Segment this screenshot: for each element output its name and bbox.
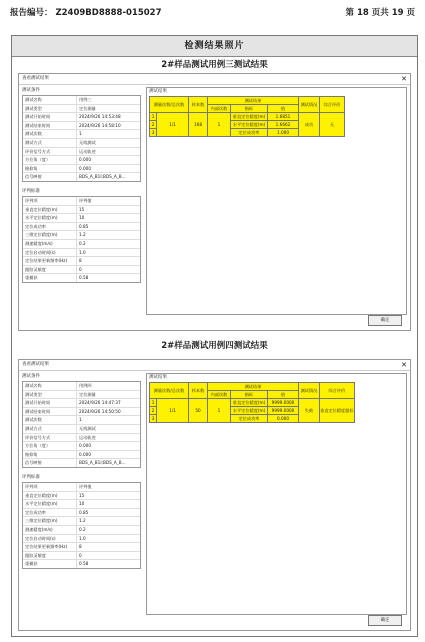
table-header: 综合评价	[320, 383, 355, 399]
condition-row	[23, 391, 140, 400]
criteria-row	[23, 552, 140, 561]
criteria-value: 8	[79, 258, 82, 264]
result-window-1	[18, 73, 411, 331]
condition-key: 测试方式	[23, 139, 77, 147]
photo-frame	[11, 35, 418, 637]
criteria-value: 15	[79, 206, 85, 212]
condition-key: 信号映射	[23, 173, 77, 181]
condition-value: 定位测量	[79, 105, 96, 111]
criteria-item: 重捕获	[23, 560, 77, 568]
window-title: 查看测试结果	[22, 362, 49, 367]
condition-key: 测试次数	[23, 130, 77, 138]
row-index: 1	[150, 113, 157, 121]
criteria-list	[22, 482, 141, 569]
test-status: 成功	[299, 113, 320, 137]
table-header: 测试结果	[208, 97, 299, 105]
criteria-item: 三维定位精度(m)	[23, 231, 77, 239]
close-icon[interactable]: ✕	[401, 361, 407, 369]
section-title-2: 2#样品测试用例四测试结果	[161, 341, 268, 351]
condition-row	[23, 434, 140, 443]
condition-value: BDS_A_B1I;BDS_A_B...	[79, 460, 126, 466]
criteria-value: 0.2	[79, 526, 86, 532]
metric-value: 1.6851	[268, 113, 299, 121]
criteria-value: 0.85	[79, 223, 89, 229]
condition-key: 测试名称	[23, 96, 77, 104]
result-panel	[146, 373, 407, 615]
table-header: 样本数	[189, 383, 208, 399]
condition-value: 运动轨迹	[79, 148, 96, 154]
condition-key: 测试开始时间	[23, 399, 77, 407]
condition-key: 测试结束时间	[23, 408, 77, 416]
criteria-value: 1.2	[79, 518, 86, 524]
criteria-value: 0.85	[79, 509, 89, 515]
overall-eval: 无	[320, 113, 345, 137]
criteria-value: 1.2	[79, 232, 86, 238]
table-header: 综合评价	[320, 97, 345, 113]
ok-button[interactable]: 确定	[368, 315, 402, 326]
condition-row	[23, 96, 140, 105]
left-panel	[22, 373, 141, 569]
criteria-group-label: 评判标准	[22, 474, 40, 480]
condition-row	[23, 113, 140, 122]
criteria-item: 定位结果更新频率(Hz)	[23, 257, 77, 265]
table-row	[150, 399, 355, 407]
metric-value: 9999.0000	[268, 407, 299, 415]
condition-row	[23, 139, 140, 148]
condition-row	[23, 382, 140, 391]
criteria-value: 1.0	[79, 535, 86, 541]
row-index: 2	[150, 121, 157, 129]
criteria-item: 测速精度(m/s)	[23, 526, 77, 534]
condition-key: 测试开始时间	[23, 113, 77, 121]
criteria-item: 定位结果更新频率(Hz)	[23, 543, 77, 551]
criteria-item: 定位启动时间(s)	[23, 249, 77, 257]
table-header: 指标	[231, 391, 268, 399]
window-title: 查看测试结果	[22, 76, 49, 81]
condition-value: 0.000	[79, 157, 91, 163]
condition-group-label: 测试条件	[22, 88, 40, 93]
condition-key: 评价信号方式	[23, 434, 77, 442]
criteria-head-value: 评判值	[79, 197, 92, 203]
row-index: 3	[150, 415, 157, 423]
ok-button[interactable]: 确定	[368, 615, 402, 626]
condition-value: 2024/9/26 14:58:10	[79, 122, 121, 128]
criteria-item: 定位成功率	[23, 223, 77, 231]
page-title: 检测结果照片	[12, 36, 417, 57]
criteria-row	[23, 223, 140, 232]
criteria-value: 8	[79, 544, 82, 550]
table-cell: 1	[208, 113, 231, 137]
row-index: 2	[150, 407, 157, 415]
criteria-row	[23, 500, 140, 509]
criteria-list	[22, 196, 141, 283]
criteria-row	[23, 543, 140, 552]
condition-value: 2024/9/26 14:50:50	[79, 408, 121, 414]
condition-key: 方位角（度）	[23, 156, 77, 164]
criteria-row	[23, 560, 140, 568]
criteria-value: 15	[79, 492, 85, 498]
criteria-row	[23, 535, 140, 544]
condition-key: 信号映射	[23, 459, 77, 467]
criteria-header	[23, 483, 140, 492]
criteria-row	[23, 526, 140, 535]
table-header: 内部次数	[208, 391, 231, 399]
condition-value: 0.000	[79, 443, 91, 449]
result-table	[149, 382, 355, 423]
condition-value: 用例四	[79, 383, 92, 388]
criteria-item: 水平定位精度(m)	[23, 500, 77, 508]
condition-key: 俯仰角	[23, 165, 77, 173]
result-group-label: 测试结果	[149, 89, 167, 94]
condition-value: 2024/9/26 14:53:48	[79, 114, 121, 120]
condition-row	[23, 105, 140, 114]
criteria-value: 10	[79, 215, 85, 221]
condition-key: 评价信号方式	[23, 148, 77, 156]
result-group-label: 测试结果	[149, 375, 167, 380]
criteria-value: 1.0	[79, 249, 86, 255]
condition-value: 无线测试	[79, 425, 96, 431]
table-cell: 1/1	[157, 399, 189, 423]
result-window-2	[18, 359, 411, 631]
criteria-row	[23, 249, 140, 258]
metric-name: 垂直定位精度(m)	[231, 113, 268, 121]
criteria-item: 测速精度(m/s)	[23, 240, 77, 248]
result-panel	[146, 87, 407, 315]
page-number: 第 18 页共 19 页	[345, 8, 415, 18]
condition-key: 方位角（度）	[23, 442, 77, 450]
condition-row	[23, 459, 140, 467]
criteria-row	[23, 257, 140, 266]
criteria-header	[23, 197, 140, 206]
table-row	[150, 113, 345, 121]
table-header: 值	[268, 105, 299, 113]
test-status: 失败	[299, 399, 320, 423]
condition-group-label: 测试条件	[22, 374, 40, 379]
condition-value: 2024/9/26 14:47:37	[79, 400, 121, 406]
criteria-row	[23, 240, 140, 249]
condition-list	[22, 95, 141, 182]
criteria-group-label: 评判标准	[22, 188, 40, 194]
metric-value: 0.000	[268, 415, 299, 423]
window-titlebar	[19, 74, 410, 85]
table-cell: 50	[189, 399, 208, 423]
criteria-row	[23, 509, 140, 518]
condition-value: 运动轨迹	[79, 434, 96, 440]
table-cell: 1	[208, 399, 231, 423]
condition-row	[23, 156, 140, 165]
table-header: 指标	[231, 105, 268, 113]
condition-row	[23, 165, 140, 174]
criteria-head-item: 评判项	[23, 197, 77, 205]
condition-value: 无线测试	[79, 139, 96, 145]
condition-value: BDS_A_B1I;BDS_A_B...	[79, 174, 126, 180]
condition-value: 用例三	[79, 97, 92, 102]
criteria-head-item: 评判项	[23, 483, 77, 491]
metric-name: 定位成功率	[231, 415, 268, 423]
criteria-head-value: 评判值	[79, 483, 92, 489]
condition-key: 测试类型	[23, 391, 77, 399]
page-header	[10, 6, 415, 20]
metric-value: 9999.0000	[268, 399, 299, 407]
condition-row	[23, 416, 140, 425]
criteria-value: 0	[79, 266, 82, 272]
criteria-value: 0.58	[79, 561, 89, 567]
metric-name: 水平定位精度(m)	[231, 407, 268, 415]
condition-row	[23, 451, 140, 460]
criteria-item: 定位成功率	[23, 509, 77, 517]
condition-list	[22, 381, 141, 468]
table-header: 测量次数/总次数	[150, 97, 189, 113]
table-header: 测试结果	[208, 383, 299, 391]
criteria-value: 0.58	[79, 275, 89, 281]
criteria-row	[23, 517, 140, 526]
table-header: 样本数	[189, 97, 208, 113]
condition-row	[23, 399, 140, 408]
metric-value: 1.000	[268, 129, 299, 137]
criteria-item: 水平定位精度(m)	[23, 214, 77, 222]
overall-eval: 垂直定位精度超标	[320, 399, 355, 423]
criteria-row	[23, 206, 140, 215]
condition-value: 0.000	[79, 165, 91, 171]
table-header: 值	[268, 391, 299, 399]
criteria-item: 跟踪灵敏度	[23, 266, 77, 274]
criteria-row	[23, 231, 140, 240]
condition-value: 1	[79, 417, 82, 423]
criteria-item: 垂直定位精度(m)	[23, 492, 77, 500]
metric-name: 垂直定位精度(m)	[231, 399, 268, 407]
report-number: 报告编号： Z2409BD8888-015027	[10, 8, 162, 18]
row-index: 1	[150, 399, 157, 407]
condition-key: 测试方式	[23, 425, 77, 433]
condition-key: 测试结束时间	[23, 122, 77, 130]
row-index: 3	[150, 129, 157, 137]
condition-value: 定位测量	[79, 391, 96, 397]
criteria-item: 三维定位精度(m)	[23, 517, 77, 525]
window-titlebar	[19, 360, 410, 371]
criteria-item: 跟踪灵敏度	[23, 552, 77, 560]
criteria-item: 重捕获	[23, 274, 77, 282]
condition-key: 俯仰角	[23, 451, 77, 459]
condition-row	[23, 442, 140, 451]
condition-row	[23, 130, 140, 139]
metric-name: 定位成功率	[231, 129, 268, 137]
table-header: 测量次数/总次数	[150, 383, 189, 399]
metric-value: 1.6662	[268, 121, 299, 129]
criteria-item: 定位启动时间(s)	[23, 535, 77, 543]
section-title-1: 2#样品测试用例三测试结果	[161, 60, 268, 70]
criteria-item: 垂直定位精度(m)	[23, 206, 77, 214]
condition-row	[23, 148, 140, 157]
condition-key: 测试次数	[23, 416, 77, 424]
condition-row	[23, 408, 140, 417]
table-cell: 168	[189, 113, 208, 137]
table-cell: 1/1	[157, 113, 189, 137]
condition-key: 测试名称	[23, 382, 77, 390]
condition-key: 测试类型	[23, 105, 77, 113]
criteria-value: 10	[79, 501, 85, 507]
criteria-row	[23, 214, 140, 223]
result-table	[149, 96, 345, 137]
criteria-row	[23, 274, 140, 282]
left-panel	[22, 87, 141, 283]
close-icon[interactable]: ✕	[401, 75, 407, 83]
table-header: 内部次数	[208, 105, 231, 113]
criteria-value: 0.2	[79, 240, 86, 246]
table-header: 测试情况	[299, 383, 320, 399]
table-header: 测试情况	[299, 97, 320, 113]
condition-row	[23, 425, 140, 434]
criteria-row	[23, 492, 140, 501]
criteria-value: 0	[79, 552, 82, 558]
condition-row	[23, 173, 140, 181]
criteria-row	[23, 266, 140, 275]
condition-value: 1	[79, 131, 82, 137]
condition-row	[23, 122, 140, 131]
metric-name: 水平定位精度(m)	[231, 121, 268, 129]
condition-value: 0.000	[79, 451, 91, 457]
